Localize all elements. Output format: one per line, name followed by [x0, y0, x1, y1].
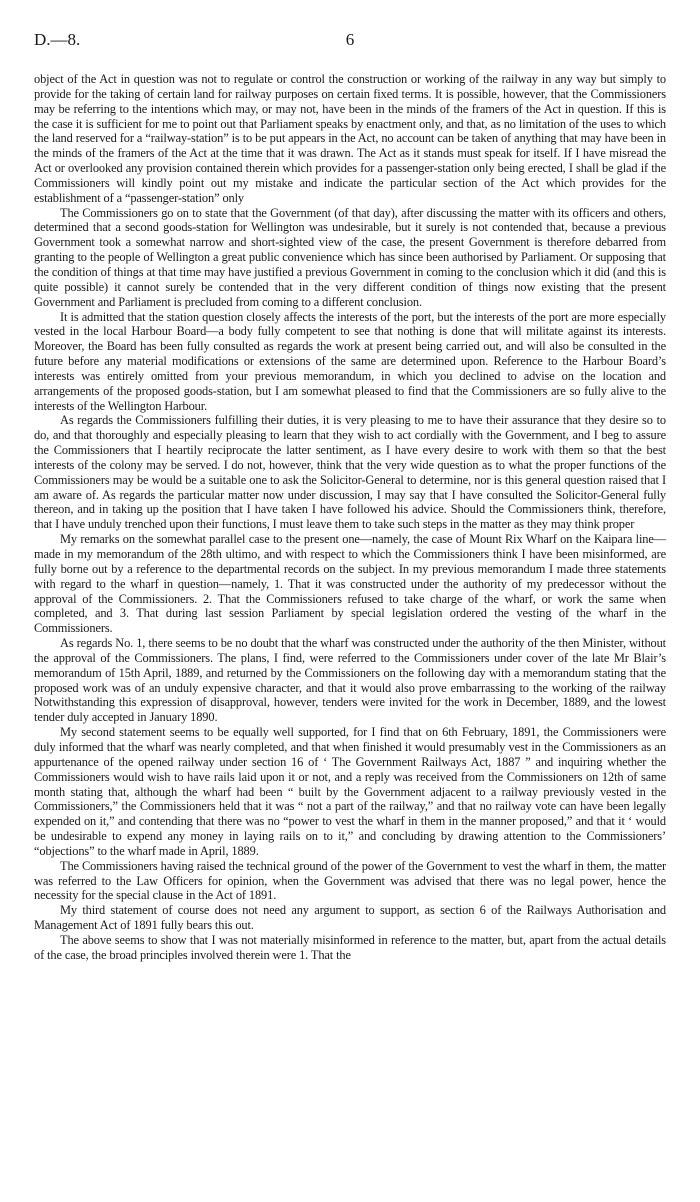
paragraph: The Commissioners go on to state that the Government (of that day), after discussing the matter with its officers and others, determined that a second goods-station for Wellington was undesirable, but it surely is not contended that, because a previous Government took a somewhat narrow and short-sighted view of the case, the present Government is therefore debarred from granting to the people of Wellington a great public convenience which has since been authorised by Parliament. Or supposing that the condition of things at that time may have justified a previous Government in coming to the conclusion which it did (and this is quite possible) it cannot surely be contended that in the very different condition of things now existing that the present Government and Parliament is precluded from coming to a different conclusion.: [34, 205, 666, 309]
paragraph: My remarks on the somewhat parallel case to the present one—namely, the case of Mount Rix Wharf on the Kaipara line—made in my memorandum of the 28th ultimo, and with respect to which the Commissioners think I have been misinformed, are fully borne out by a reference to the departmental records on the subject. In my previous memorandum I made three statements with regard to the wharf in question—namely, 1. That it was constructed under the authority of my predecessor without the approval of the Commissioners. 2. That the Commissioners refused to take charge of the wharf, or work the same when completed, and 3. That during last session Parliament by special legislation ordered the vesting of the wharf in the Commissioners.: [34, 532, 666, 636]
paragraph: As regards No. 1, there seems to be no doubt that the wharf was constructed under the authority of the then Minister, without the approval of the Commissioners. The plans, I find, were referred to the Commissioners under cover of the late Mr Blair’s memorandum of 15th April, 1889, and returned by the Commissioners on the following day with a memorandum stating that the proposed work was of an unduly expensive character, and that it would also prove embarrassing to the working of the railway Notwithstanding this expression of disapproval, however, tenders were invited for the work in December, 1889, and the lowest tender duly accepted in January 1890.: [34, 636, 666, 725]
document-reference: D.—8.: [34, 30, 81, 49]
paragraph: object of the Act in question was not to regulate or control the construction or working of the railway in any way but simply to provide for the taking of certain land for railway purposes on certain fixed terms. It is possible, however, that the Commissioners may be referring to the intentions which may, or may not, have been in the minds of the framers of the Act in question. If this is the case it is sufficient for me to point out that Parliament speaks by enactment only, and that, as no limitation of the uses to which the land reserved for a “railway-station” is to be put appears in the Act, no account can be taken of anything that may have been in the minds of the framers of the Act at the time that it was drawn. The Act as it stands must speak for itself. If I have misread the Act or overlooked any provision contained therein which provides for a passenger-station only being erected, I shall be glad if the Commissioners will kindly point out my mistake and indicate the particular section of the Act which provides for the establishment of a “passenger-station” only: [34, 72, 666, 205]
body-text: [34, 72, 666, 963]
page-number: 6: [345, 30, 355, 49]
paragraph: It is admitted that the station question closely affects the interests of the port, but the interests of the port are more especially vested in the local Harbour Board—a body fully competent to see that nothing is done that will militate against its interests. Moreover, the Board has been fully consulted as regards the work at present being carried out, and will also be consulted in the future before any material modifications or extensions of the same are determined upon. Reference to the Harbour Board’s interests was entirely omitted from your previous memorandum, in which you declined to advise on the location and arrangements of the proposed goods-station, but I am somewhat pleased to find that the Commissioners are so fully alive to the interests of the Wellington Harbour.: [34, 309, 666, 413]
paragraph: My third statement of course does not need any argument to support, as section 6 of the Railways Authorisation and Management Act of 1891 fully bears this out.: [34, 903, 666, 933]
page-header: [34, 30, 666, 54]
paragraph: The Commissioners having raised the technical ground of the power of the Government to vest the wharf in them, the matter was referred to the Law Officers for opinion, when the Government was advised that there was no legal power, hence the necessity for the special clause in the Act of 1891.: [34, 858, 666, 903]
paragraph: My second statement seems to be equally well supported, for I find that on 6th February, 1891, the Commissioners were duly informed that the wharf was nearly completed, and that when finished it would presumably vest in the Commissioners as an appurtenance of the opened railway under section 16 of ‘ The Government Railways Act, 1887 ” and inquiring whether the Commissioners would wish to have rails laid upon it or not, and a reply was received from the Commissioners on 12th of same month stating that, although the wharf had been “ built by the Government adjacent to a railway previously vested in the Commissioners,” the Commissioners held that it was “ not a part of the railway,” and that no railway vote can have been legally expended on it,” and contending that there was no “power to vest the wharf in them in the manner proposed,” and that it ‘ would be undesirable to expend any money in laying rails on to it,” and concluding by drawing attention to the Commissioners’ “objections” to the wharf made in April, 1889.: [34, 725, 666, 858]
paragraph: As regards the Commissioners fulfilling their duties, it is very pleasing to me to have their assurance that they desire so to do, and that thoroughly and especially pleasing to learn that they wish to act cordially with the Government, and I beg to assure the Commissioners that I heartily reciprocate the latter sentiment, as I have every desire to work with them so that the best interests of the colony may be served. I do not, however, think that the very wide question as to what the proper functions of the Commissioners may be would be a suitable one to ask the Solicitor-General to determine, nor is this general question raised that I am aware of. As regards the particular matter now under discussion, I may say that I have consulted the Solicitor-General fully thereon, and in taking up the position that I have taken I have followed his advice. Should the Commissioners think, therefore, that I have unduly trenched upon their functions, I must leave them to take such steps in the matter as they may think proper: [34, 413, 666, 532]
paragraph: The above seems to show that I was not materially misinformed in reference to the matter, but, apart from the actual details of the case, the broad principles involved therein were 1. That the: [34, 932, 666, 962]
